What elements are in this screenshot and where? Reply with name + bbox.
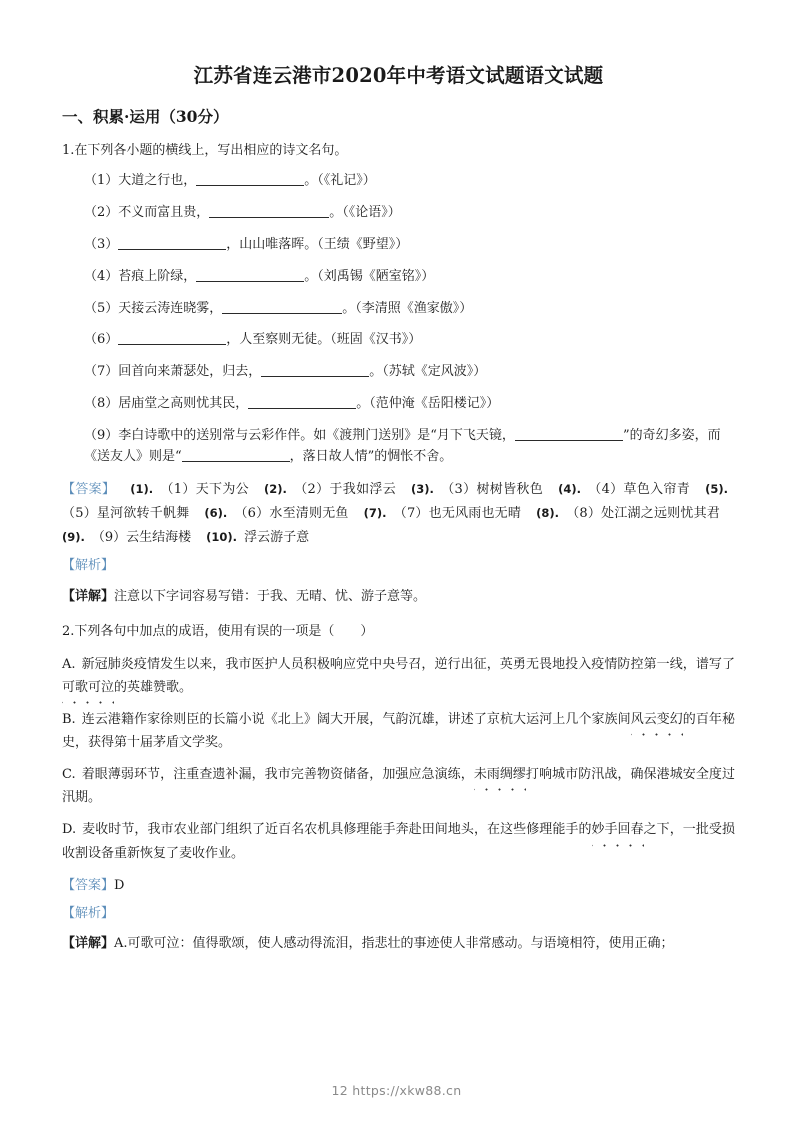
question-2-option-c xyxy=(62,763,735,809)
answer-seq: (5). xyxy=(705,482,728,497)
question-2-option-a xyxy=(62,653,735,699)
item-number: （7） xyxy=(84,364,119,380)
question-2-option-b xyxy=(62,708,735,754)
item-text-before: 回首向来萧瑟处，归去， xyxy=(118,364,262,380)
page-title: 江苏省连云港市2020年中考语文试题语文试题 xyxy=(193,64,604,87)
item-number: （4） xyxy=(84,268,119,284)
item-number: （2） xyxy=(84,205,119,221)
fill-blank-item-3 xyxy=(62,235,735,256)
item-text-before: 大道之行也， xyxy=(118,173,197,189)
answer-text: （1）天下为公 xyxy=(160,482,249,498)
option-idiom: 可歌可泣 xyxy=(62,676,114,699)
blank-line xyxy=(248,396,356,409)
answer-seq: (9). xyxy=(62,530,85,545)
analysis-label: 【解析】 xyxy=(62,558,115,574)
detail-text: A.可歌可泣：值得歌颂，使人感动得流泪，指悲壮的事迹使人非常感动。与语境相符，使用正确； xyxy=(114,935,674,951)
option-text-part1: 麦收时节，我市农业部门组织了近百名农机具修理能手奔赴田间地头，在这些修理能手的 xyxy=(82,822,592,838)
blank-line xyxy=(222,300,342,313)
blank-line xyxy=(118,332,226,345)
option-idiom: 妙手回春 xyxy=(592,818,644,841)
question-2-answer-row xyxy=(62,874,735,898)
detail-label: 【详解】 xyxy=(62,588,115,604)
item-text-after: ，人至察则无徒。（班固《汉书》） xyxy=(226,332,422,348)
item-text-after: 。（《论语》） xyxy=(329,205,401,221)
answer-text: （8）处江湖之远则忧其君 xyxy=(566,506,720,522)
fill-blank-item-7 xyxy=(62,362,735,383)
option-letter: D. xyxy=(62,822,77,838)
item-text-before: 居庙堂之高则忧其民， xyxy=(118,395,249,411)
answer-seq: (3). xyxy=(411,482,434,497)
answer-text: （4）草色入帘青 xyxy=(587,482,691,498)
fill-blank-item-6 xyxy=(62,330,735,351)
section-heading: 一、积累·运用（30分） xyxy=(62,107,229,127)
answer-label: 【答案】 xyxy=(62,877,115,893)
item9-part1: 李白诗歌中的送别常与云彩作伴。如《渡荆门送别》是“月下飞天镜， xyxy=(118,427,515,443)
option-text-part2: 打响城市防汛战，确保港城安全度过汛期。 xyxy=(62,767,735,806)
blank-line xyxy=(196,173,304,186)
option-text-part1: 连云港籍作家徐则臣的长篇小说《北上》阔大开展，气韵沉雄，讲述了京杭大运河上几个家族间 xyxy=(81,711,631,727)
option-idiom: 风云变幻 xyxy=(631,708,683,731)
answer-seq: (7). xyxy=(363,506,387,521)
answer-text: （5）星河欲转千帆舞 xyxy=(62,506,190,522)
fill-blank-item-4 xyxy=(62,267,735,288)
question-2-option-d xyxy=(62,818,735,864)
fill-blank-item-1 xyxy=(62,171,735,192)
question-1-answer-block xyxy=(62,478,735,550)
blank-line xyxy=(515,427,623,440)
option-text-part2: 的英雄赞歌。 xyxy=(114,679,193,695)
item-text-before: 苔痕上阶绿， xyxy=(118,268,197,284)
question-2-analysis-label-row xyxy=(62,902,735,926)
item-text-after: 。（刘禹锡《陋室铭》） xyxy=(304,268,435,284)
option-text-part1: 着眼薄弱环节，注重查遗补漏，我市完善物资储备，加强应急演练， xyxy=(81,767,474,783)
item-text-after: 。（《礼记》） xyxy=(304,173,376,189)
item-text-before: 不义而富且贵， xyxy=(118,205,210,221)
item-text-after: 。（李清照《渔家傲》） xyxy=(342,300,473,316)
blank-line xyxy=(209,205,329,218)
blank-line xyxy=(182,448,290,461)
answer-label: 【答案】 xyxy=(62,482,116,498)
answer-text: （2）于我如浮云 xyxy=(293,482,397,498)
blank-line xyxy=(261,364,369,377)
item-number: （5） xyxy=(84,300,119,316)
fill-blank-item-9 xyxy=(62,426,735,468)
answer-seq: (8). xyxy=(536,506,559,521)
option-letter: C. xyxy=(62,767,76,783)
item-text-before: 天接云涛连晓雾， xyxy=(118,300,223,316)
option-letter: B. xyxy=(62,711,76,727)
blank-line xyxy=(196,268,304,281)
answer-text: （7）也无风雨也无晴 xyxy=(393,506,522,522)
answer-seq: (10). xyxy=(206,530,238,545)
option-letter: A. xyxy=(62,656,76,672)
fill-blank-item-5 xyxy=(62,299,735,320)
fill-blank-item-8 xyxy=(62,394,735,415)
option-text-part1: 新冠肺炎疫情发生以来，我市医护人员积极响应党中央号召，逆行出征，英勇无畏地投入疫情防控第一线，谱写了 xyxy=(81,656,735,672)
answer-value: D xyxy=(114,877,125,893)
fill-blank-item-2 xyxy=(62,203,735,224)
item9-part3: ，落日故人情”的惆怅不舍。 xyxy=(289,448,453,464)
detail-label: 【详解】 xyxy=(62,935,115,951)
item-text-after: 。（苏轼《定风波》） xyxy=(369,364,487,380)
item9-part2: ”的奇幻多姿，而《送友人》则是“ xyxy=(84,427,721,464)
analysis-label: 【解析】 xyxy=(62,905,115,921)
answer-text: （6）水至清则无鱼 xyxy=(234,506,349,522)
question-1-analysis-label-row xyxy=(62,554,735,578)
answer-seq: (6). xyxy=(204,506,228,521)
option-idiom: 未雨绸缪 xyxy=(474,763,526,786)
answer-seq: (4). xyxy=(558,482,581,497)
answer-seq: (2). xyxy=(264,482,287,497)
answer-text: 浮云游子意 xyxy=(244,530,310,546)
blank-line xyxy=(118,237,226,250)
item-number: （6） xyxy=(84,332,119,348)
item-number: （1） xyxy=(84,173,119,189)
item-text-after: ，山山唯落晖。（王绩《野望》） xyxy=(226,236,409,252)
option-text-part2: 之下，一批受损收割设备重新恢复了麦收作业。 xyxy=(62,822,735,861)
question-1-stem: 1.在下列各小题的横线上，写出相应的诗文名句。 xyxy=(62,142,348,158)
answer-seq: (1). xyxy=(130,482,154,497)
item-number: （8） xyxy=(84,395,119,411)
answer-text: （3）树树皆秋色 xyxy=(440,482,544,498)
question-2-stem: 2.下列各句中加点的成语，使用有误的一项是（ ） xyxy=(62,623,374,639)
item-number: （9） xyxy=(84,427,119,443)
question-1-detail-row xyxy=(62,585,735,608)
option-text-part2: 的百年秘史，获得第十届茅盾文学奖。 xyxy=(62,711,735,751)
item-text-after: 。（范仲淹《岳阳楼记》） xyxy=(356,395,500,411)
item-number: （3） xyxy=(84,236,119,252)
answer-text: （9）云生结海楼 xyxy=(91,530,192,546)
question-2-detail-row xyxy=(62,932,735,955)
detail-text: 注意以下字词容易写错：于我、无晴、忧、游子意等。 xyxy=(114,588,427,604)
footer-watermark: 12 https://xkw88.cn xyxy=(331,1083,462,1098)
